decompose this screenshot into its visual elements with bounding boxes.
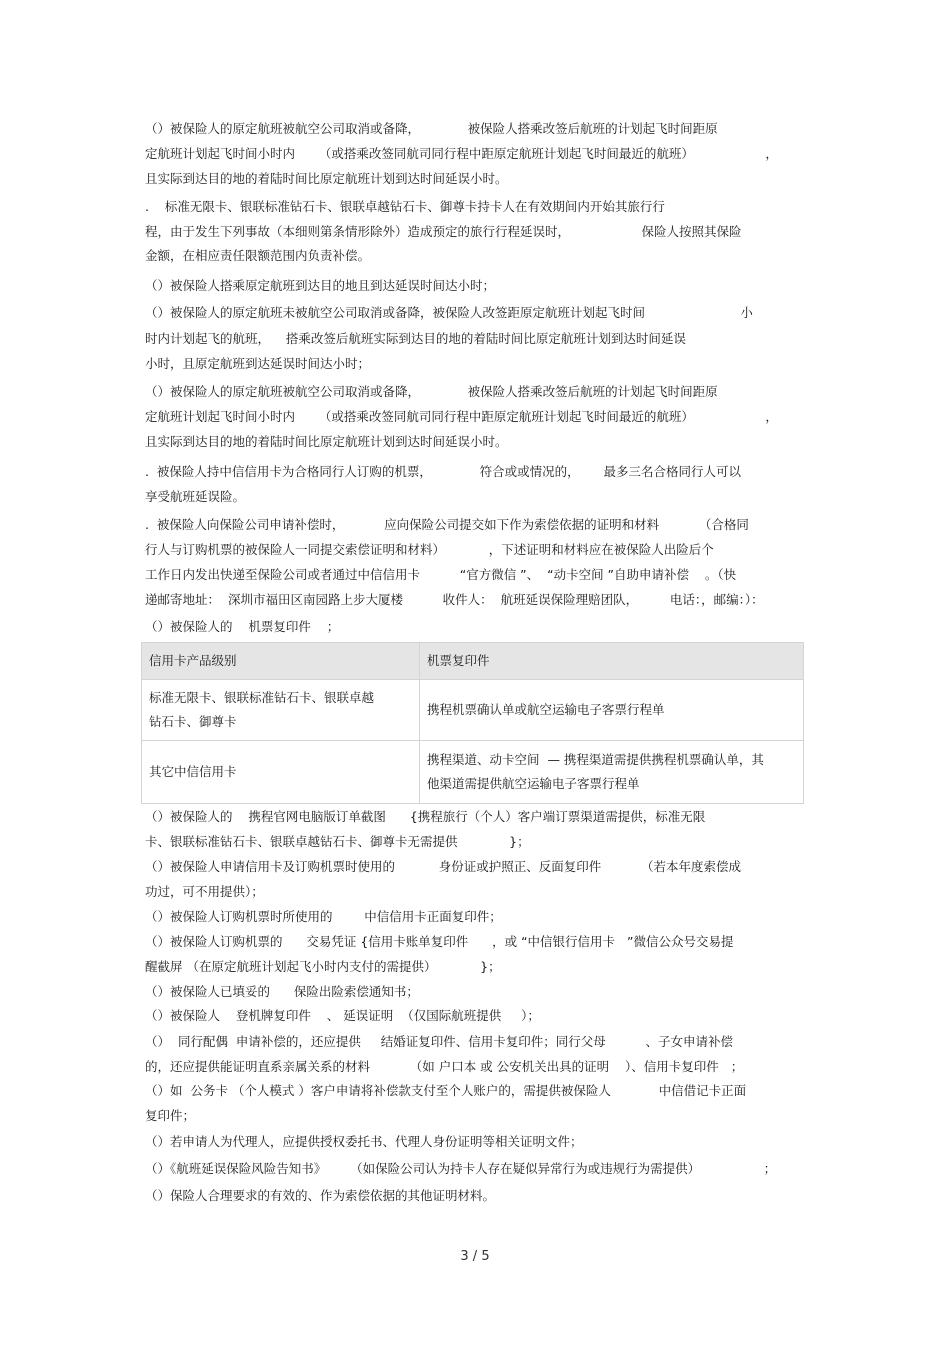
text-line: （） 同行配偶 申请补偿的，还应提供 结婚证复印件、信用卡复印件；同行父母 、子女申请补偿 [145, 1034, 733, 1049]
table-cell [420, 741, 804, 804]
table-cell [142, 680, 420, 741]
text-line: （）被保险人的原定航班被航空公司取消或备降， 被保险人搭乘改签后航班的计划起飞时间距原 [145, 384, 718, 399]
text-line: （）保险人合理要求的有效的、作为索偿依据的其他证明材料。 [145, 1188, 496, 1203]
cell-text: 他渠道需提供航空运输电子客票行程单 [427, 776, 640, 791]
text-line: 醒截屏 （在原定航班计划起飞小时内支付的需提供） }； [145, 959, 501, 974]
cell-text: 携程机票确认单或航空运输电子客票行程单 [427, 702, 665, 717]
text-line: 时内计划起飞的航班， 搭乘改签后航班实际到达目的地的着陆时间比原定航班计划到达时间延误 [145, 331, 686, 346]
text-line: （）被保险人的原定航班被航空公司取消或备降， 被保险人搭乘改签后航班的计划起飞时间距原 [145, 121, 718, 136]
text-line: 工作日内发出快递至保险公司或者通过中信信用卡 “官方微信 ”、 “动卡空间 ”自助申请补偿 。（快 [145, 567, 737, 582]
table-header-row [142, 643, 804, 680]
text-line: . 标准无限卡、银联标准钻石卡、银联卓越钻石卡、御尊卡持卡人在有效期间内开始其旅行行 [145, 199, 665, 214]
text-line: （）被保险人的原定航班未被航空公司取消或备降，被保险人改签距原定航班计划起飞时间 小 [145, 305, 753, 320]
text-line: . 被保险人持中信信用卡为合格同行人订购的机票， 符合或或情况的， 最多三名合格同行人可以 [145, 464, 741, 479]
text-line: 递邮寄地址： 深圳市福田区南园路上步大厦楼 收件人： 航班延误保险理赔团队， 电话：，邮编：）： [145, 592, 764, 607]
text-line: 卡、银联标准钻石卡、银联卓越钻石卡、御尊卡无需提供 }； [145, 834, 530, 849]
text-line: 行人与订购机票的被保险人一同提交索偿证明和材料） ，下述证明和材料应在被保险人出险后个 [145, 542, 714, 557]
table-header-card-level: 信用卡产品级别 [142, 643, 420, 680]
text-line: 且实际到达目的地的着陆时间比原定航班计划到达时间延误小时。 [145, 171, 508, 186]
text-line: （）如 公务卡 （个人模式 ）客户申请将补偿款支付至个人账户的，需提供被保险人 中信借记卡正面 [145, 1083, 747, 1098]
cell-text: 钻石卡、御尊卡 [149, 714, 237, 729]
text-line: （）被保险人已填妥的 保险出险索偿通知书； [145, 984, 419, 999]
text-line: 小时，且原定航班到达延误时间达小时； [145, 356, 371, 371]
table-header-ticket-copy: 机票复印件 [420, 643, 804, 680]
text-line: 复印件； [145, 1108, 196, 1123]
text-line: 程，由于发生下列事故（本细则第条情形除外）造成预定的旅行行程延误时， 保险人按照其保险 [145, 224, 742, 239]
table-row [142, 741, 804, 804]
text-line: 功过，可不用提供）； [145, 884, 264, 899]
text-line: （）被保险人订购机票的 交易凭证 {信用卡账单复印件 ，或 “中信银行信用卡 ”微信公众号交易提 [145, 934, 734, 949]
text-line: （）被保险人申请信用卡及订购机票时使用的 身份证或护照正、反面复印件 （若本年度索偿成 [145, 859, 741, 874]
table-row [142, 680, 804, 741]
text-line: 的，还应提供能证明直系亲属关系的材料 （如 户口本 或 公安机关出具的证明 ）、信用卡复印件 ； [145, 1059, 744, 1074]
text-line: 享受航班延误险。 [145, 489, 246, 504]
cell-text: 标准无限卡、银联标准钻石卡、银联卓越 [149, 690, 375, 705]
text-line: （）被保险人订购机票时所使用的 中信信用卡正面复印件； [145, 909, 502, 924]
text-line: （）被保险人 登机牌复印件 、 延误证明 （仅国际航班提供 ）； [145, 1008, 540, 1023]
text-line: 定航班计划起飞时间小时内 （或搭乘改签同航司同行程中距原定航班计划起飞时间最近的航班） ， [145, 409, 778, 424]
text-line: 金额，在相应责任限额范围内负责补偿。 [145, 248, 371, 263]
table-cell [420, 680, 804, 741]
cell-text: 携程渠道、动卡空间 — 携程渠道需提供携程机票确认单，其 [427, 752, 764, 767]
text-line: （）被保险人的 机票复印件 ； [145, 619, 340, 634]
text-line: （）若申请人为代理人，应提供授权委托书、代理人身份证明等相关证明文件； [145, 1134, 583, 1149]
ticket-copy-table [141, 642, 804, 804]
cell-text: 其它中信信用卡 [149, 764, 237, 779]
text-line: . 被保险人向保险公司申请补偿时， 应向保险公司提交如下作为索偿依据的证明和材料 （合格同 [145, 517, 749, 532]
page-number: 3 / 5 [460, 1249, 490, 1264]
text-line: 定航班计划起飞时间小时内 （或搭乘改签同航司同行程中距原定航班计划起飞时间最近的航班） ， [145, 146, 778, 161]
text-line: （）被保险人搭乘原定航班到达目的地且到达延误时间达小时； [145, 278, 496, 293]
text-line: （）《航班延误保险风险告知书》 （如保险公司认为持卡人存在疑似异常行为或违规行为需提供） ； [145, 1161, 777, 1176]
text-line: 且实际到达目的地的着陆时间比原定航班计划到达时间延误小时。 [145, 434, 508, 449]
table-cell [142, 741, 420, 804]
text-line: （）被保险人的 携程官网电脑版订单截图 {携程旅行（个人）客户端订票渠道需提供，标准无限 [145, 809, 706, 824]
